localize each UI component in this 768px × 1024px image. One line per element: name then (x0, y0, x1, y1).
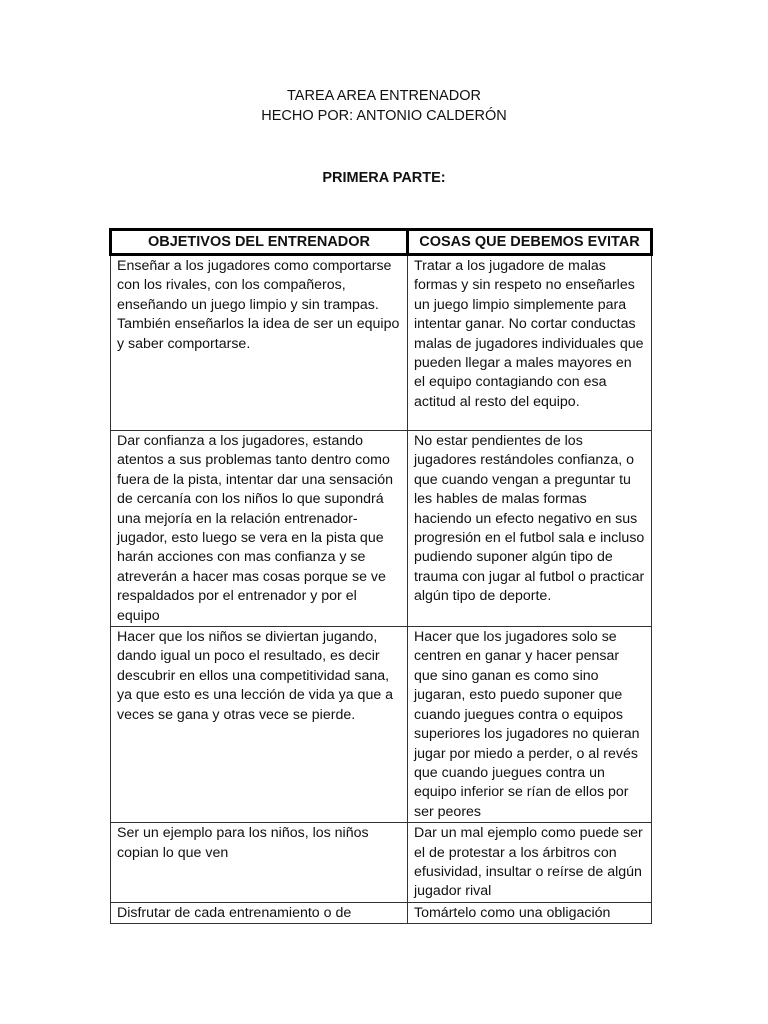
cell-text: Hacer que los niños se diviertan jugando, dando igual un poco el resultado, es decir descubrir en ellos una competitividad sana, ya que esto es una lección de vida ya que a veces se gana y otras vece se pierde. (117, 629, 394, 723)
cell-text: No estar pendientes de los jugadores restándoles confianza, o que cuando vengan a preguntar tu les hables de malas formas haciendo un efecto negativo en sus progresión en el futbol sala e incluso pudiendo suponer algún tipo de trauma con jugar al futbol o practicar algún tipo de deporte. (414, 433, 645, 605)
column-header-evitar: COSAS QUE DEBEMOS EVITAR (408, 230, 652, 255)
objetivo-cell (111, 431, 408, 627)
cell-text: Disfrutar de cada entrenamiento o de (117, 904, 352, 921)
cell-text: Hacer que los jugadores solo se centren en ganar y hacer pensar que sino ganan es como sino jugaran, esto puedo suponer que cuando juegues contra o equipos superiores los jugadores no quieran jugar por miedo a perder, o al revés que cuando juegues contra un equipo inferior se rían de ellos por ser peores (414, 629, 640, 820)
cell-text: Dar un mal ejemplo como puede ser el de protestar a los árbitros con efusividad, insultar o reírse de algún jugador rival (414, 825, 643, 900)
coach-objectives-table (109, 228, 653, 924)
evitar-cell (408, 902, 652, 923)
section-heading: PRIMERA PARTE: (322, 170, 446, 186)
objetivo-cell (111, 823, 408, 903)
cell-text: Enseñar a los jugadores como comportarse con los rivales, con los compañeros, enseñando un juego limpio y sin trampas. También enseñarlos la idea de ser un equipo y saber comportarse. (117, 258, 400, 352)
table-row (111, 431, 652, 627)
evitar-cell (408, 431, 652, 627)
objetivo-cell (111, 902, 408, 923)
evitar-cell (408, 627, 652, 823)
objetivo-cell (111, 627, 408, 823)
table-row (111, 627, 652, 823)
table-row (111, 902, 652, 923)
table-row (111, 823, 652, 903)
column-header-objetivos: OBJETIVOS DEL ENTRENADOR (111, 230, 408, 255)
cell-text: Tratar a los jugadore de malas formas y sin respeto no enseñarles un juego limpio simplemente para intentar ganar. No cortar conductas malas de jugadores individuales que pueden llegar a males mayores en el equipo contagiando con esa actitud al resto del equipo. (414, 258, 644, 410)
cell-text: Dar confianza a los jugadores, estando atentos a sus problemas tanto dentro como fuera de la pista, intentar dar una sensación de cercanía con los niños lo que supondrá una mejoría en la relación entrenador-jugador, esto luego se vera en la pista que harán acciones con mas confianza y se atreverán a hacer mas cosas porque se ve respaldados por el entrenador y por el equipo (117, 433, 394, 624)
author-line: HECHO POR: ANTONIO CALDERÓN (261, 108, 507, 124)
table-row (111, 255, 652, 431)
title-line-1: TAREA AREA ENTRENADOR (287, 88, 481, 104)
document-title (0, 86, 768, 126)
cell-text: Ser un ejemplo para los niños, los niños copian lo que ven (117, 825, 369, 861)
evitar-cell (408, 823, 652, 903)
objetivo-cell (111, 255, 408, 431)
table-header-row (111, 230, 652, 255)
evitar-cell (408, 255, 652, 431)
cell-text: Tomártelo como una obligación (414, 904, 611, 921)
